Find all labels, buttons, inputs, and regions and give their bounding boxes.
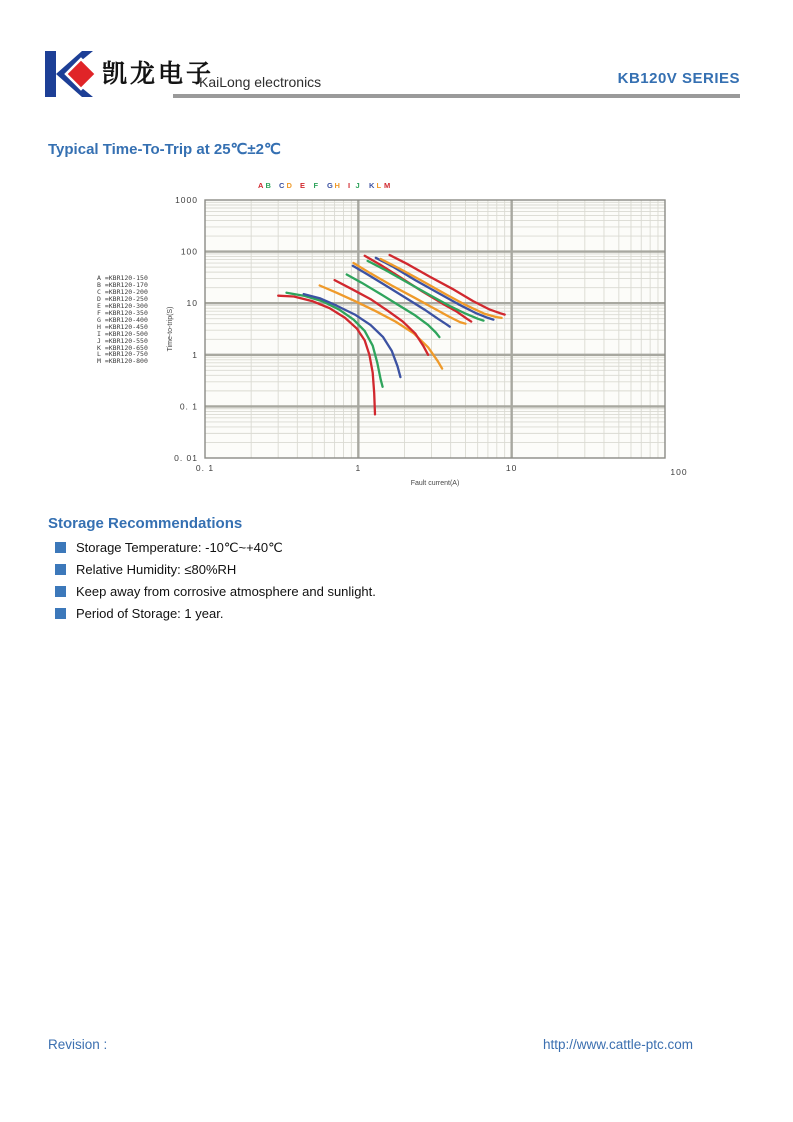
list-item xyxy=(55,540,376,555)
company-logo xyxy=(44,50,100,98)
header-divider xyxy=(173,94,740,98)
y-tick-label: 0. 1 xyxy=(179,401,198,412)
storage-section-title: Storage Recommendations xyxy=(48,515,243,532)
bullet-square-icon xyxy=(55,586,66,597)
trip-section-title: Typical Time-To-Trip at 25℃±2℃ xyxy=(48,141,281,158)
legend-letter-G: G xyxy=(327,181,333,190)
x-tick-label: 10 xyxy=(505,463,518,473)
legend-letter-H: H xyxy=(334,181,340,190)
list-item xyxy=(55,584,376,599)
legend-letter-B: B xyxy=(265,181,271,190)
x-tick-label: 1 xyxy=(355,463,362,473)
series-index-row: A =KBR120-150 xyxy=(97,274,148,282)
legend-letter-M: M xyxy=(384,181,391,190)
series-index-row: F =KBR120-350 xyxy=(97,308,148,317)
website-link[interactable]: http://www.cattle-ptc.com xyxy=(543,1037,694,1052)
y-tick-label: 100 xyxy=(180,246,198,257)
bullet-square-icon xyxy=(55,542,66,553)
y-tick-label: 1 xyxy=(192,349,198,360)
legend-letter-F: F xyxy=(313,181,319,190)
legend-letter-C: C xyxy=(279,181,285,190)
list-item xyxy=(55,562,376,577)
y-tick-label: 1000 xyxy=(175,195,198,205)
legend-letter-A: A xyxy=(258,181,264,190)
y-tick-label: 0. 01 xyxy=(174,453,198,463)
y-axis-label: Time-to-trip(S) xyxy=(167,306,174,352)
legend-letter-E: E xyxy=(300,181,306,190)
keep-away-text: Keep away from corrosive atmosphere and sunlight. xyxy=(76,584,376,599)
trip-chart-svg xyxy=(95,175,755,495)
plot-area xyxy=(205,200,665,458)
legend-letter-L: L xyxy=(376,181,382,190)
series-index-row: L =KBR120-750 xyxy=(97,350,148,359)
bullet-square-icon xyxy=(55,608,66,619)
legend-letter-D: D xyxy=(286,181,292,190)
list-item xyxy=(55,606,376,621)
relative-humidity-text: Relative Humidity: ≤80%RH xyxy=(76,562,237,577)
time-to-trip-chart xyxy=(95,175,755,495)
series-index-row: E =KBR120-300 xyxy=(97,301,148,310)
series-title: KB120V SERIES xyxy=(617,70,740,87)
series-index-row: J =KBR120-550 xyxy=(97,336,148,345)
company-name-chinese: 凯龙电子 xyxy=(102,59,215,88)
series-index-row: B =KBR120-170 xyxy=(97,280,148,289)
series-index-row: H =KBR120-450 xyxy=(97,322,148,331)
series-index-row: D =KBR120-250 xyxy=(97,294,148,303)
bullet-square-icon xyxy=(55,564,66,575)
series-index-row: C =KBR120-200 xyxy=(97,287,148,296)
legend-letter-I: I xyxy=(348,181,351,190)
revision-label: Revision : xyxy=(48,1037,108,1052)
y-tick-label: 10 xyxy=(186,298,198,309)
company-name-english: KaiLong electronics xyxy=(199,74,322,90)
series-index-row: I =KBR120-500 xyxy=(97,329,148,338)
storage-temperature-text: Storage Temperature: -10℃~+40℃ xyxy=(76,540,283,555)
legend-letter-K: K xyxy=(369,181,375,190)
x-tick-label: 100 xyxy=(670,467,688,477)
series-index-row: K =KBR120-650 xyxy=(97,343,148,352)
series-index-row: M =KBR120-800 xyxy=(97,357,148,366)
legend-letter-J: J xyxy=(355,181,360,190)
storage-recommendations-list xyxy=(55,540,376,621)
period-of-storage-text: Period of Storage: 1 year. xyxy=(76,606,224,621)
x-axis-label: Fault current(A) xyxy=(410,480,460,487)
series-index-row: G =KBR120-400 xyxy=(97,315,148,324)
x-tick-label: 0. 1 xyxy=(195,463,215,473)
